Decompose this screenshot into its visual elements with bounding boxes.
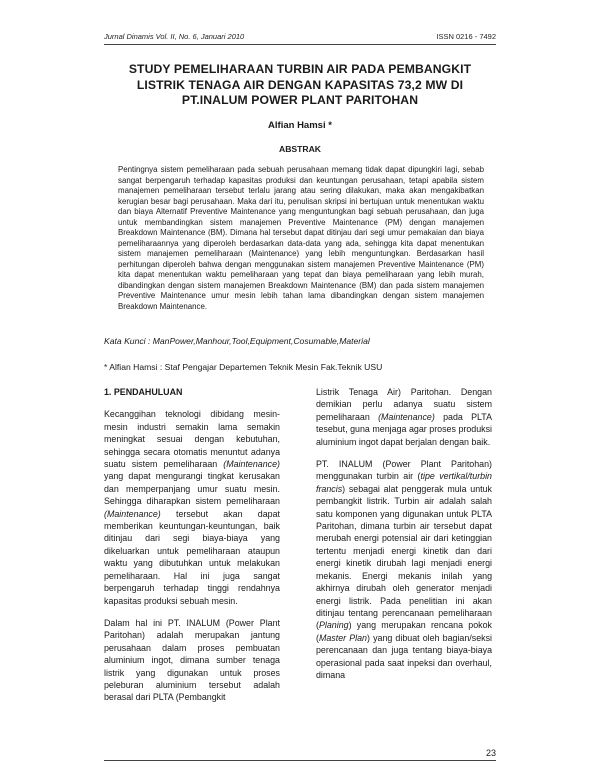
text-run: yang dapat mengurangi tingkat kerusakan dan memperpanjang umur suatu mesin. Sehingga diharapkan sistem pemeliharaan — [104, 471, 280, 507]
title-line: PT.INALUM POWER PLANT PARITOHAN — [181, 93, 419, 107]
text-run: ) sebagai alat penggerak mula untuk pembangkit listrik. Turbin air adalah salah satu komponen yang digunakan untuk PLTA Paritohan, dimana turbin air tersebut dapat merubah energi potensial air dari ketinggian tertentu menjadi energi kinetik dan dari energi kinetik dirubah lagi menjadi energi mekanis. Energi mekanis inilah yang akhirnya dirubah oleh generator menjadi energi listrik. Pada penelitian ini akan ditinjau tentang perencanaan pemeliharaan ( — [316, 483, 492, 631]
title-line: STUDY PEMELIHARAAN TURBIN AIR PADA PEMBANGKIT — [128, 62, 472, 76]
italic-term: (Maintenance) — [378, 411, 435, 422]
right-column — [316, 386, 492, 691]
paragraph: Dalam hal ini PT. INALUM (Power Plant Paritohan) adalah merupakan jantung perusahaan dalam proses pembuatan aluminium ingot, dimana sumber tenaga listrik yang digunakan untuk proses peleburan aluminium tersebut adalah berasal dari PLTA (Pembangkit — [104, 617, 280, 703]
paragraph — [316, 458, 492, 681]
issn: ISSN 0216 - 7492 — [436, 32, 496, 41]
abstract-heading: ABSTRAK — [278, 144, 321, 154]
paragraph — [104, 408, 280, 607]
text-run: tersebut akan dapat memberikan keuntungan-keuntungan, baik ditinjau dari segi biaya-biaya yang dikeluarkan untuk pemeliharaan ataupun waktu yang dibutuhkan untuk melakukan pemeliharaan. Hal ini juga sangat berpengaruh terhadap tinggi rendahnya kapasitas produksi sebuah mesin. — [104, 508, 280, 606]
italic-term: Master Plan — [318, 632, 367, 643]
title-line: LISTRIK TENAGA AIR DENGAN KAPASITAS 73,2 MW DI — [136, 77, 464, 92]
italic-term: (Maintenance) — [223, 459, 280, 470]
header-rule — [104, 44, 496, 45]
keywords: Kata Kunci : ManPower,Manhour,Tool,Equipment,Cosumable,Material — [104, 336, 370, 346]
page-number: 23 — [485, 748, 496, 758]
italic-term: Planing — [318, 620, 349, 631]
section-heading: 1. PENDAHULUAN — [104, 387, 183, 397]
text-run: PT. INALUM (Power Plant Paritohan) menggunakan turbin air ( — [316, 459, 492, 482]
text-run: Kecanggihan teknologi dibidang mesin-mesin industri semakin lama semakin meningkat sesuai dengan kebutuhan, sehingga secara otomatis menuntut adanya suatu sistem pemeliharaan — [104, 409, 280, 470]
author: Alfian Hamsi * — [268, 120, 332, 131]
text-run: ) yang merupakan rencana pokok ( — [316, 620, 492, 643]
paragraph — [316, 386, 492, 448]
paper-title — [104, 62, 496, 109]
text-run: pada PLTA tesebut, guna menjaga agar proses produksi aluminium ingot dapat berjalan dengan baik. — [316, 411, 492, 447]
journal-name: Jurnal Dinamis Vol. II, No. 6, Januari 2010 — [104, 32, 245, 41]
footer-rule — [104, 760, 496, 761]
text-run: ) yang dibuat oleh bagian/seksi perencanaan dan juga tentang biaya-biaya operasional pada saat inpeksi dan overhaul, dimana — [316, 632, 492, 680]
left-column — [104, 386, 280, 714]
abstract-text: Pentingnya sistem pemeliharaan pada sebuah perusahaan memang tidak dapat dipungkiri lagi, sebab sangat berpengaruh terhadap kapasitas produksi dan keuntungan perusahaan, tetapi apabila sistem manajemen pemeliharaan tersebut terlalu jarang atau sering dilakukan, maka akan mengakibatkan kerugian besar bagi perusahaan. Maka dari itu, penulisan skripsi ini bertujuan untuk menentukan waktu dan biaya Alternatif Preventive Maintenance yang menguntungkan bagi sebuah perusahaan, dan juga untuk membandingkan sistem manajemen Preventive Maintenance (PM) dengan manajemen Breakdown Maintenance (BM). Dimana hal tersebut dapat ditinjau dari segi umur pemakaian dan biaya pemeliharaannya yang diperoleh berdasarkan data-data yang ada, sehingga kita dapat menentukan sistem manajemen pemeliharaan (Maintenance) yang lebih menguntungkan. Berdasarkan hasil perhitungan diperoleh bahwa dengan menggunakan sistem manajemen Preventive Maintenance (PM) kita dapat menentukan waktu pemeliharaan yang tepat dan biaya pemeliharaan yang lebih murah, dibandingkan dengan sistem manajemen Breakdown Maintenance (BM) dan pada sistem manajemen Preventive Maintenance umur mesin lebih tahan lama dibandingkan dengan sistem manajemen Breakdown Maintenance. — [118, 165, 484, 311]
italic-term: (Maintenance) — [104, 508, 161, 519]
italic-term: tipe vertikal/turbin francis — [316, 471, 492, 494]
text-run: Listrik Tenaga Air) Paritohan. Dengan demikian perlu adanya suatu sistem pemeliharaan — [316, 387, 492, 422]
author-affiliation: * Alfian Hamsi : Staf Pengajar Departemen Teknik Mesin Fak.Teknik USU — [104, 362, 383, 372]
running-header — [104, 32, 496, 41]
